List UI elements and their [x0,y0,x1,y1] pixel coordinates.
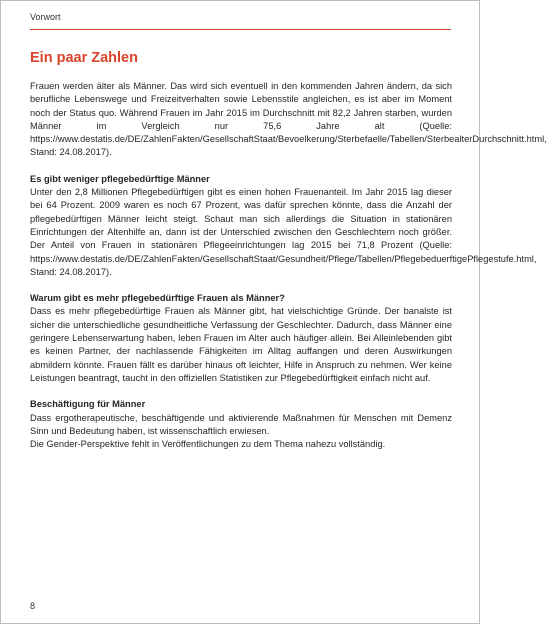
block-weniger-pflegebeduerftige [30,173,537,279]
block-warum-mehr-frauen [30,292,452,385]
paragraph-gender-perspektive: Die Gender-Perspektive fehlt in Veröffentlichungen zu dem Thema nahezu vollständig. [30,439,386,450]
subheading-beschaeftigung-maenner: Beschäftigung für Männer [30,399,146,410]
subheading-weniger-pflegebeduerftige: Es gibt weniger pflegebedürftige Männer [30,173,210,184]
subheading-warum-mehr-frauen: Warum gibt es mehr pflegebedürftige Frauen als Männer? [30,293,285,304]
intro-paragraph: Frauen werden älter als Männer. Das wird sich eventuell in den kommenden Jahren ändern, da sich berufliche Lebenswege und Freizeitverhalten sowie Lebensstile angleichen, es ist aber im Moment noch der Status quo. Während Frauen im Jahr 2015 im Durchschnitt mit 82,2 Jahren starben, wurden Männer im Vergleich nur 75,6 Jahre alt (Quelle: https://www.destatis.de/DE/ZahlenFakten/GesellschaftStaat/Bevoelkerung/Sterbefaelle/Tabellen/SterbealterDurchschnitt.html, Stand: 24.08.2017). [30,81,547,158]
block-beschaeftigung-maenner [30,398,452,451]
running-header: Vorwort [30,12,61,22]
paragraph-warum-mehr-frauen: Dass es mehr pflegebedürftige Frauen als Männer gibt, hat vielschichtige Gründe. Der banalste ist sicher die unterschiedliche gesundheitliche Verfassung der Geschlechter. Dadurch, dass Männer eine geringere Lebenserwartung haben, leben Frauen im Alter auch häufiger allein. Bei Alleinlebenden gibt es keinen Partner, der nachlassende Fähigkeiten im Alltag auffangen und deren Auswirkungen abmildern könnte. Frauen fällt es darüber hinaus oft leichter, Hilfe in Anspruch zu nehmen. Wer keine Leistungen beantragt, taucht in den offiziellen Statistiken zur Pflegebedürftigkeit einfach nicht auf. [30,306,452,383]
page-number: 8 [30,601,36,611]
header-rule [30,29,451,30]
body-text [30,80,547,451]
paragraph-beschaeftigung-maenner: Dass ergotherapeutische, beschäftigende und aktivierende Maßnahmen für Menschen mit Demenz Sinn und Bedeutung haben, ist wissenschaftlich erwiesen. [30,412,452,436]
section-title: Ein paar Zahlen [30,50,138,66]
paragraph-weniger-pflegebeduerftige: Unter den 2,8 Millionen Pflegebedürftigen gibt es einen hohen Frauenanteil. Im Jahr 2015 lag dieser bei 64 Prozent. 2009 waren es noch 67 Prozent, was dafür sprechen könnte, dass die Anzahl der pflegebedürftigen Männer leicht steigt. Schaut man sich allerdings die Situation in stationären Einrichtungen der Altenhilfe an, dann ist der Unterschied zwischen den Geschlechtern noch größer. Der Anteil von Frauen in stationären Pflegeeinrichtungen lag 2015 bei 71,8 Prozent (Quelle: https://www.destatis.de/DE/ZahlenFakten/GesellschaftStaat/Gesundheit/Pflege/Tabellen/PflegebeduerftigePflegestufe.html, Stand: 24.08.2017). [30,187,537,277]
